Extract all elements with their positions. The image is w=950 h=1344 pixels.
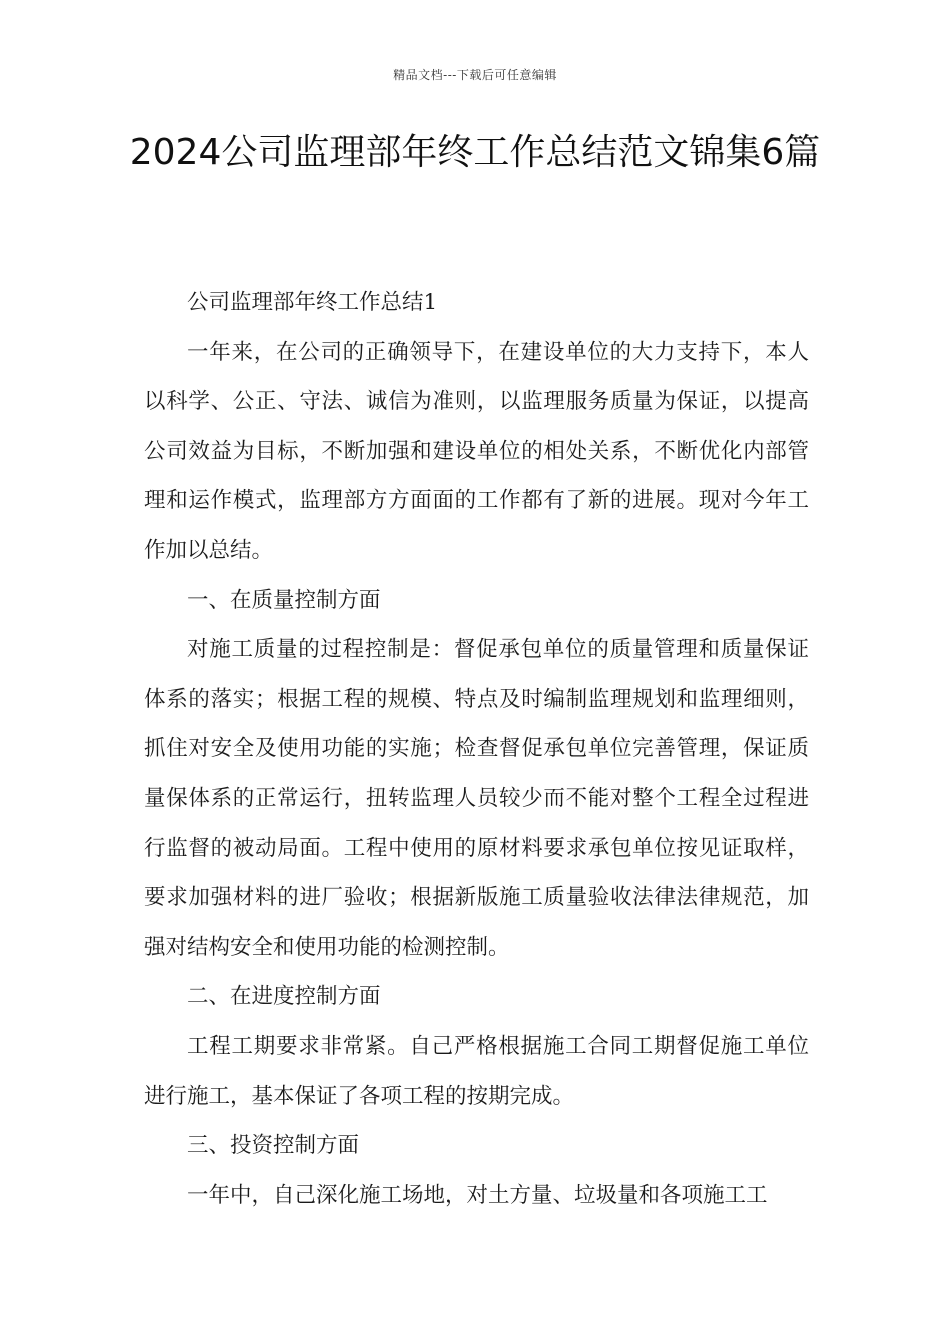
section-heading: 公司监理部年终工作总结1 <box>187 290 438 315</box>
document-title: 2024公司监理部年终工作总结范文锦集6篇 <box>129 132 821 173</box>
section-heading: 三、投资控制方面 <box>187 1133 360 1159</box>
header-note: 精品文档---下载后可任意编辑 <box>393 68 557 82</box>
paragraph: 一年来，在公司的正确领导下，在建设单位的大力支持下，本人以科学、公正、守法、诚信为准则，以监理服务质量为保证，以提高公司效益为目标，不断加强和建设单位的相处关系，不断优化内部管理和运作模式，监理部方方面面的工作都有了新的进展。现对今年工作加以总结。 <box>144 339 809 563</box>
paragraph: 一年中，自己深化施工场地，对土方量、垃圾量和各项施工工 <box>187 1182 768 1208</box>
section-heading: 二、在进度控制方面 <box>187 984 381 1010</box>
paragraph: 对施工质量的过程控制是：督促承包单位的质量管理和质量保证体系的落实；根据工程的规模、特点及时编制监理规划和监理细则，抓住对安全及使用功能的实施；检查督促承包单位完善管理，保证质量保体系的正常运行，扭转监理人员较少而不能对整个工程全过程进行监督的被动局面。工程中使用的原材料要求承包单位按见证取样，要求加强材料的进厂验收；根据新版施工质量验收法律法律规范，加强对结构安全和使用功能的检测控制。 <box>144 637 809 960</box>
section-heading: 一、在质量控制方面 <box>187 587 381 613</box>
document-body <box>144 278 809 1220</box>
paragraph: 工程工期要求非常紧。自己严格根据施工合同工期督促施工单位进行施工，基本保证了各项工程的按期完成。 <box>144 1033 809 1109</box>
